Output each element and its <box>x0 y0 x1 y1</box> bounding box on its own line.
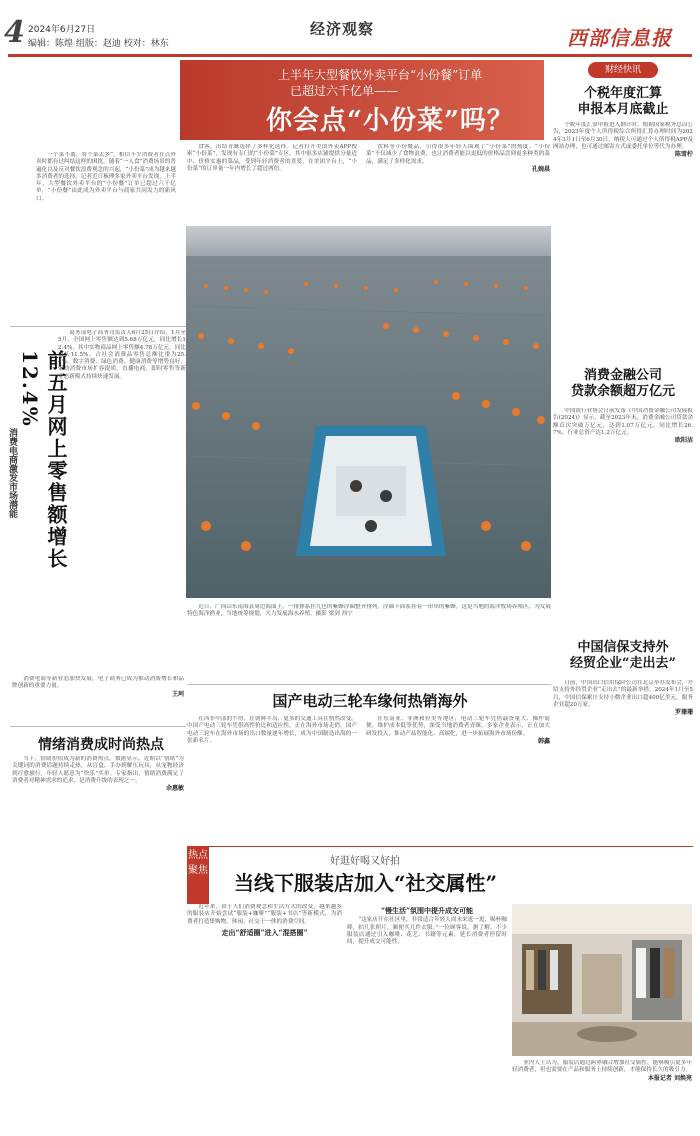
brief1-title: 个税年度汇算 申报本月底截止 <box>577 86 669 117</box>
lead-article-col2 <box>187 144 357 222</box>
retail-headline-block <box>7 350 68 620</box>
retail-subhead: 消费电商激发市场潜能 <box>7 428 17 518</box>
section-title: 经济观察 <box>310 20 375 38</box>
tricycle-paragraph-1: 在西非中部的乍得，在朝鲜半岛，更多的交通工具在悄然改变。中国产电动三轮车凭借高性价比和适应性，正在海外市场走俏。国产电动三轮车在海外市场的出口数量逐年增长，成为中国制造出海的一张新名片。 <box>187 716 357 744</box>
clothing-byline: 本报记者 刘焕亮 <box>647 1074 692 1082</box>
tricycle-paragraph-2: 在东南亚、非洲和拉美等地区，电动三轮车凭借载货量大、操作简便、维护成本低等优势，深受当地消费者青睐。多家企业表示，正在加大研发投入，推动产品智能化、高端化，进一步拓展海外市场份额。 <box>366 716 550 737</box>
hot-topic-badge: 热点聚焦 <box>187 846 209 904</box>
brief1-byline: 陈雪柠 <box>674 151 693 159</box>
retail-paragraph-2: 消费电商等新业态加快发展，电子商务已成为推动消费增长和品牌创新的重要力量。 <box>12 676 184 690</box>
lead-article-col3 <box>366 144 550 222</box>
banner-subtitle-line2: 已超过六千亿单—— <box>290 84 399 98</box>
lead-article-col1 <box>36 152 176 320</box>
photo-caption <box>187 604 551 648</box>
tricycle-col1 <box>187 716 357 838</box>
lead-byline: 孔婉晨 <box>531 165 550 173</box>
sea-farm-image <box>186 226 551 598</box>
divider <box>10 326 186 327</box>
newspaper-masthead: 西部信息报 <box>567 26 672 50</box>
store-interior-image <box>512 904 692 1056</box>
banner-title: 你会点“小份菜”吗？ <box>266 106 514 136</box>
brief2-paragraph: 中国银行业协会日前发布《中国消费金融公司发展报告(2024)》显示，截至2023年末，消费金融公司贷款余额首次突破万亿元，达到1.07万亿元，同比增长26.7%。行业总资产达1.2万亿元。 <box>553 408 693 436</box>
aquaculture-photo <box>186 226 551 598</box>
banner-subtitle-line1: 上半年大型餐饮外卖平台“小份餐”订单 <box>278 68 483 82</box>
editor-credits: 编辑：陈煌 组版：赵迪 校对：林东 <box>28 39 169 49</box>
clothing-col3 <box>512 1060 692 1122</box>
clothing-subhead-2: “慢生活”氛围中提升成交可能 <box>380 906 474 915</box>
clothing-paragraph-2: “这家店开在社区里，非常适合年轻人周末来逛一逛，喝杯咖啡，拍几张照片，顺便买几件衣服。”一位顾客说。据了解，不少服装店通过引入咖啡、花艺、书籍等元素，延长消费者停留时间，提升成交可能性。 <box>347 917 507 946</box>
lead-paragraph-2: 食客，出结青睐选择了多样化选择。记者打开美团外卖APP搜索“小份菜”，发现有专门的“小份菜”专区，其中很多店铺提供分量适中、价格实惠的菜品，受到年轻消费者的喜爱。在美团平台上，“小份菜”的订单量一年内增长了超过两倍。 <box>187 144 357 172</box>
retail-headline: 前五月网上零售额增长12.4% <box>18 350 68 570</box>
brief3-title: 中国信保支持外 经贸企业“走出去” <box>570 640 676 671</box>
retail-article <box>58 330 186 678</box>
retail-paragraph: 商务部电子商务司负责人6月25日介绍，1月至5月，全国网上零售额达到5.68万亿元，同比增长12.4%，其中实物商品网上零售额4.78万亿元，同比增长11.5%，占社会消费品零售总额比重为25.4%。数字消费、绿色消费、健康消费等增势良好，带动消费市场扩容提质。直播电商、即时零售等新业态新模式持续快速发展。 <box>58 330 186 380</box>
photo-caption-text: 近日，广西山东南海县周边海面上，一排排系挂九色的紫蜂浮圈整齐排列，浮圈下面系挂着一串串的紫蜂。这是当地的海洋牧场养殖区，为发展特色海洋渔业，当地统筹规划，大力发展海水养殖。摄影 梁剑 西宁 <box>187 604 551 618</box>
brief3-byline: 罗珊珊 <box>674 709 693 717</box>
boat <box>296 426 446 556</box>
brief2-title: 消费金融公司 贷款余额超万亿元 <box>570 368 675 399</box>
brief3-text <box>553 680 693 840</box>
emotion-byline: 余惠敏 <box>165 785 184 793</box>
tricycle-col2 <box>366 716 550 838</box>
section-rule <box>187 846 693 847</box>
brief2-text <box>553 408 693 630</box>
clothing-headline: 当线下服装店加入“社交属性” <box>234 871 498 895</box>
lead-paragraph: 一个菜不离，将个菜太多”，相信不少消费者在点外卖时都有过纠结这样的困扰。随着“一人食”消费场景的普遍化以及反对餐饮浪费观念的兴起，“小份菜”成为越来越多消费者的选择。记者近日梳理多家外卖平台发现，上半年，大型餐饮外卖平台的“小份餐”订单已超过六千亿单，“小份餐”由此成为外卖平台与商家共同发力的新风口。 <box>36 152 176 202</box>
issue-date: 2024年6月27日 <box>28 25 96 35</box>
clothing-col2 <box>347 904 507 1126</box>
clothing-kicker: 好逛好喝又好拍 <box>330 856 400 867</box>
clothing-paragraph-1: 近年来，由于人们消费观念和生活方式的改变，越来越多的服装店开始尝试“服装+咖啡”“服装+书店”等新模式，为消费者打造集购物、休闲、社交于一体的消费空间。 <box>187 904 342 925</box>
tricycle-byline: 韩鑫 <box>537 737 550 745</box>
brief1-text <box>553 122 693 358</box>
header-rule <box>8 54 692 57</box>
briefs-badge: 财经快讯 <box>588 62 658 78</box>
lead-banner <box>180 60 544 140</box>
brief1-paragraph: 个税年度汇算申报进入倒计时。根据国家税务总局公告，2023年度个人所得税综合所得汇算办理时间为2024年3月1日至6月30日。纳税人可通过个人所得税APP及网站办理，也可通过邮寄方式或委托单位等代为办理。 <box>553 122 693 150</box>
clothing-paragraph-3: 业内人士认为，服装店通过跨界融合增加社交属性，能够吸引更多年轻消费者，但也需要在产品和服务上持续创新，才能保持长久的吸引力。 <box>512 1060 692 1074</box>
lead-paragraph-3: 饮料等小份餐品，引得很多年轻人围观了“小份菜”的热度。“小份菜”不仅减少了食物浪费，也让消费者能以更低的价格品尝到更多种类的菜品，满足了多样化需求。 <box>366 144 550 165</box>
divider <box>10 726 186 727</box>
page-header <box>0 0 700 58</box>
brief2-byline: 欧阳洁 <box>674 437 693 445</box>
emotion-article <box>12 756 184 1128</box>
emotion-paragraph: 当下，情绪价值成为新的消费热点。数据显示，近期以“情绪”为关键词的消费话题持续走热。从盲盒、手办到解压玩具，从宠物经济到疗愈旅行，年轻人愿意为“快乐”买单。专家指出，情绪消费满足了消费者对精神需求的追求，是消费升级的表现之一。 <box>12 756 184 784</box>
clothing-col1 <box>187 904 342 1126</box>
clothing-subhead-1: 走出“舒适圈”进入“混搭圈” <box>221 927 308 937</box>
clothing-store-photo <box>512 904 692 1056</box>
tricycle-headline: 国产电动三轮车缘何热销海外 <box>272 692 468 710</box>
brief3-paragraph: 日前，中国出口信用保险公司在北京举办发布会，介绍支持外经贸企业“走出去”的最新举措。2024年1月至5月，中国信保累计支持小微企业出口超400亿美元，服务企业超20万家。 <box>553 680 693 708</box>
page-number: 4 <box>4 15 25 50</box>
emotion-headline: 情绪消费成时尚热点 <box>38 737 164 753</box>
divider <box>187 684 551 685</box>
retail-byline: 王珂 <box>171 690 184 698</box>
retail-article-end <box>12 676 184 712</box>
